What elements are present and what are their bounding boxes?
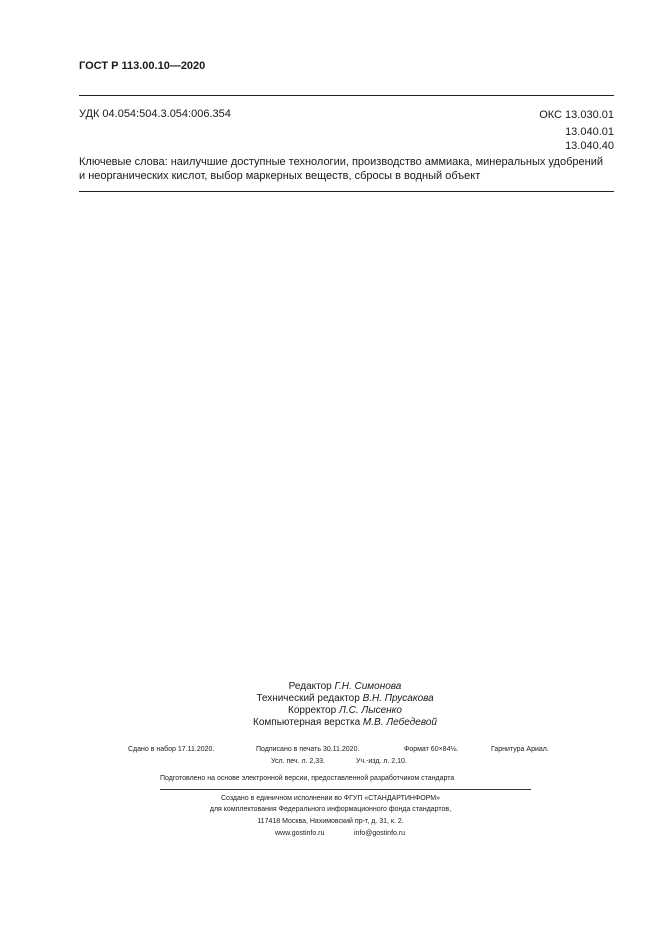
- oks-line-3: 13.040.40: [565, 140, 614, 152]
- footer-email: info@gostinfo.ru: [354, 830, 406, 837]
- pub-edition-sheets: Уч.-изд. л. 2,10.: [356, 758, 407, 765]
- pub-sent-to-set: Сдано в набор 17.11.2020.: [128, 746, 215, 753]
- credit-role: Корректор: [288, 705, 337, 716]
- footer-line-1: Создано в единичном исполнении во ФГУП «СТАНДАРТИНФОРМ»: [220, 795, 441, 802]
- credit-role: Компьютерная верстка: [253, 717, 361, 728]
- top-divider: [79, 95, 614, 96]
- standard-code: ГОСТ Р 113.00.10—2020: [79, 60, 206, 72]
- footer-line-2: для комплектования Федерального информационного фонда стандартов,: [209, 806, 452, 813]
- credit-name: Л.С. Лысенко: [338, 705, 402, 716]
- footer-address: 117418 Москва, Нахимовский пр-т, д. 31, к. 2.: [257, 818, 404, 825]
- keywords: [79, 155, 619, 183]
- keywords-line-1: Ключевые слова: наилучшие доступные технологии, производство аммиака, минеральных удобрений: [79, 156, 603, 168]
- pub-print-sheets: Усл. печ. л. 2,33.: [271, 758, 325, 765]
- credit-name: М.В. Лебедевой: [362, 717, 437, 728]
- pub-signed: Подписано в печать 30.11.2020.: [256, 746, 360, 753]
- udk-code: УДК 04.054:504.3.054:006.354: [79, 108, 231, 120]
- oks-codes: [539, 108, 614, 153]
- oks-line-1: ОКС 13.030.01: [539, 109, 614, 121]
- credit-tech-editor: [240, 693, 450, 705]
- credit-name: Г.Н. Симонова: [334, 681, 402, 692]
- credits-block: [240, 681, 450, 729]
- credit-name: В.Н. Прусакова: [362, 693, 434, 704]
- pub-font: Гарнитура Ариал.: [491, 746, 549, 753]
- credit-layout: [240, 717, 450, 729]
- credit-role: Редактор: [288, 681, 332, 692]
- credit-proofreader: [240, 705, 450, 717]
- credit-editor: [240, 681, 450, 693]
- keywords-line-2: и неорганических кислот, выбор маркерных веществ, сбросы в водный объект: [79, 170, 481, 182]
- oks-line-2: 13.040.01: [565, 126, 614, 138]
- credit-role: Технический редактор: [256, 693, 360, 704]
- pub-format: Формат 60×84⅛.: [404, 746, 459, 753]
- footer-divider: [160, 789, 531, 790]
- footer-website: www.gostinfo.ru: [275, 830, 325, 837]
- keywords-divider: [79, 191, 614, 192]
- prepared-note: Подготовлено на основе электронной версии, предоставленной разработчиком стандарта: [160, 775, 455, 782]
